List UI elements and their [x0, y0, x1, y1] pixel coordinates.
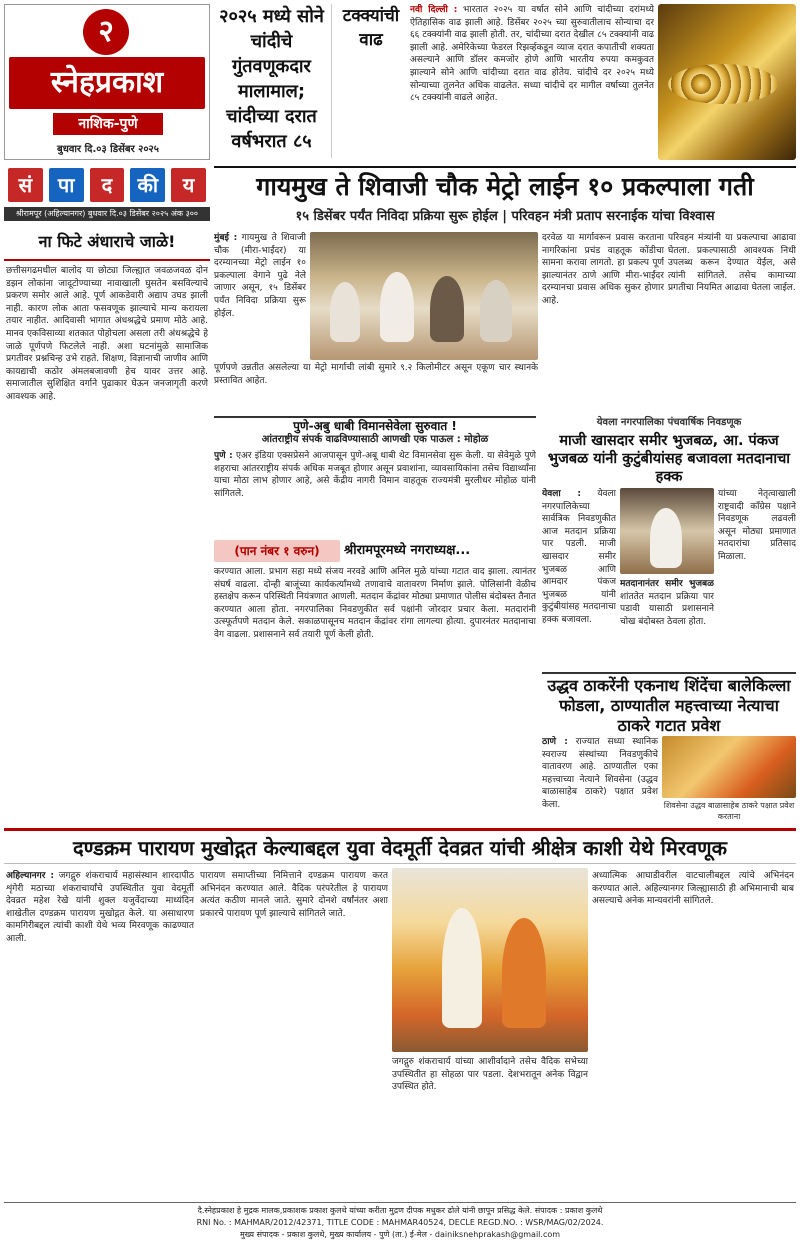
yeola-text-left-body: येवला नगरपालिकेच्या सार्वत्रिक निवडणुकीत आज मतदान प्रक्रिया पार पडली. माजी खासदार समीर भुजबळ आणि आमदार पंकज भुजबळ यांनी कुटुंबीयांसह मतदानाचा हक्क बजावला.	[542, 489, 616, 625]
editorial-tag-letter: पा	[49, 168, 84, 202]
yeola-text-left	[542, 488, 616, 666]
masthead-number: २	[83, 9, 129, 55]
yeola-text-middle-body: शांततेत मतदान प्रक्रिया पार पडावी यासाठी प्रशासनाने चोख बंदोबस्त ठेवला होता.	[620, 591, 714, 627]
person-figure	[430, 276, 464, 342]
pune-subheadline: आंतराष्ट्रीय संपर्क वाढविण्यासाठी आणखी एक पाऊल : मोहोळ	[261, 434, 489, 445]
kashi-text-3: जगद्गुरु शंकराचार्य यांच्या आशीर्वादाने तसेच वैदिक सभेच्या उपस्थितीत हा सोहळा पार पडला. देशभरातून अनेक विद्वान उपस्थित होते.	[392, 1057, 588, 1093]
imprint-footer	[4, 1202, 796, 1256]
continued-tag: (पान नंबर १ वरुन)	[214, 540, 340, 562]
metro-text-bottom: पूर्णपणे उन्नतीत असलेल्या या मेट्रो मार्गाची लांबी सुमारे ९.२ किलोमीटर असून एकूण चार स्थानके प्रस्तावित आहेत.	[214, 363, 538, 386]
uddhav-text	[542, 736, 658, 824]
kashi-text-1	[6, 870, 194, 1198]
yeola-headline[interactable]: माजी खासदार समीर भुजबळ, आ. पंकज भुजबळ यांनी कुटुंबीयांसह बजावला मतदानाचा हक्क	[547, 433, 791, 485]
gold-headline-part2: टक्क्यांची वाढ	[342, 6, 400, 50]
kashi-text-2: पारायण समाप्तीच्या निमित्ताने दण्डक्रम पारायण करत अभिनंदन करण्यात आले. वैदिक परंपरेतील हे पारायण अत्यंत कठीण मानले जाते. सुमारे दोनशे वर्षांनंतर अशा प्रकारचे पारायण पूर्ण झाल्याचे सांगितले जाते.	[200, 871, 388, 919]
metro-lead: मुंबई :	[214, 233, 238, 243]
uddhav-lead: ठाणे :	[542, 737, 568, 747]
person-figure	[650, 508, 682, 568]
newspaper-name[interactable]: स्नेहप्रकाश	[9, 57, 205, 109]
gold-headline[interactable]: २०२५ मध्ये सोने चांदीचे गुंतवणूकदार मालामाल; चांदीच्या दरात वर्षभरात ८५	[216, 4, 332, 158]
dateline: बुधवार दि.०३ डिसेंबर २०२५	[57, 144, 159, 155]
person-figure	[480, 280, 512, 342]
editorial-tag-letter: द	[90, 168, 125, 202]
newspaper-city: नाशिक-पुणे	[53, 113, 163, 135]
editorial-tag-letter: की	[130, 168, 165, 202]
gold-story	[410, 4, 654, 158]
metro-subheadline: १५ डिसेंबर पर्यंत निविदा प्रक्रिया सुरू होईल | परिवहन मंत्री प्रताप सरनाईक यांचा विश्वास	[295, 209, 715, 224]
person-figure	[380, 272, 414, 342]
editorial-subline: श्रीरामपूर (अहिल्यानगर) बुधवार दि.०३ डिसेंबर २०२५ अंक ३००	[4, 207, 210, 221]
metro-text-left	[214, 232, 306, 372]
gold-coins-image	[658, 4, 796, 160]
person-figure	[502, 918, 546, 1028]
voting-photo	[620, 488, 714, 574]
metro-meeting-photo	[310, 232, 538, 360]
masthead	[4, 4, 210, 160]
imprint-line-2: RNI No. : MAHMAR/2012/42371, TITLE CODE : MAHMAR40524, DECLE REGD.NO. : WSR/MAG/02/2024.	[196, 1218, 604, 1227]
pune-text	[214, 450, 536, 538]
editorial-tag	[4, 164, 210, 206]
person-figure	[330, 282, 360, 342]
imprint-line-1: दै.स्नेहप्रकाश हे मुद्रक मालक,प्रकाशक प्रकाश कुलथे यांच्या करीता मुद्रण दीपक मधुकर ढोले यांनी छापून प्रसिद्ध केले. संपादक : प्रकाश कुलथे	[197, 1206, 603, 1215]
gold-story-text: भारतात २०२५ या वर्षात सोने आणि चांदीच्या दरांमध्ये ऐतिहासिक वाढ झाली आहे. डिसेंबर २०२५ च्या सुरुवातीलाच सोन्याचा दर ६६ टक्क्यांनी वाढ झाली होती. तर, चांदीच्या दरात देखील ८५ टक्क्यांनी वाढ झाली आहे. अमेरिकेच्या फेडरल रिझर्व्हकडून व्याज दरात कपातीची शक्यता असल्याने आणि डॉलर कमजोर होणे आणि भारतीय रुपया कमकुवत झाल्याने सोने आणि चांदीच्या दरात वाढ होतेय. चांदीचे दर २०२५ मध्ये सोन्याच्या तुलनेत अधिक वाढलेत. सध्या चांदीचे दर मागील वर्षाच्या तुलनेत ८५ टक्क्यांनी वाढले आहेत.	[410, 5, 654, 104]
metro-headline[interactable]: गायमुख ते शिवाजी चौक मेट्रो लाईन १० प्रकल्पाला गती	[214, 166, 796, 204]
editorial-title[interactable]: ना फिटे अंधाराचे जाळे!	[4, 223, 210, 261]
editorial-tag-letter: सं	[8, 168, 43, 202]
uddhav-text-body: राज्यात सध्या स्थानिक स्वराज्य संस्थांच्या निवडणुकीचे वातावरण आहे. ठाण्यातील एका महत्त्वाच्या नेत्याने शिवसेना (उद्धव बाळासाहेब ठाकरे) पक्षात प्रवेश केला.	[542, 737, 658, 810]
kashi-lead: अहिल्यानगर :	[6, 871, 54, 881]
party-entry-photo	[662, 736, 796, 798]
kashi-headline[interactable]: दण्डक्रम पारायण मुखोद्गत केल्याबद्दल युवा वेदमूर्ती देवव्रत यांची श्रीक्षेत्र काशी येथे मिरवणूक	[4, 828, 796, 864]
yeola-caption: मतदानानंतर समीर भुजबळ	[620, 579, 714, 589]
editorial-tag-letter: य	[171, 168, 206, 202]
uddhav-photo-caption: शिवसेना उद्धव बाळासाहेब ठाकरे पक्षात प्रवेश करताना	[663, 801, 795, 821]
metro-text-right-1: दरवेळ या मार्गावरून प्रवास करताना नागरिकांना प्रचंड वाहतूक कोंडीचा सामना करावा लागतो. हा प्रकल्प पूर्ण झाल्यानंतर ठाणे आणि मीरा-भाईंदर दरम्यानचा प्रवास अधिक सुकर होणार आहे.	[542, 233, 664, 306]
yeola-text-middle	[620, 578, 714, 666]
person-figure	[442, 908, 482, 1028]
felicitation-photo	[392, 868, 588, 1052]
editorial-text: छत्तीसगढमधील बालोद या छोट्या जिल्ह्यात जवळजवळ दोन डझन लोकांना जादूटोण्याच्या नावाखाली घुसतेन बसविल्याचे प्रकरण समोर आले आहे. पूर्ण आकडेवारी अद्याप उघड झाली नाही. कारण लोक आता फसवणूक झाल्याचे मान्य करायला तयार नाहीत. आदिवासी भागात अंधश्रद्धेचे प्रमाण मोठे आहे. मानव एकविसाव्या शतकात पोहोचला असला तरी अंधश्रद्धेचे हे जाळे पूर्णपणे फिटलेले नाही. अशा घटनांमुळे सामाजिक प्रगतीवर प्रश्नचिन्ह उभे राहते. शिक्षण, विज्ञानाची जाणीव आणि कायद्याची कठोर अंमलबजावणी हेच यावर उत्तर आहे. समाजातील सुशिक्षित वर्गाने पुढाकार घेऊन जनजागृती करणे आवश्यक आहे.	[6, 266, 208, 402]
yeola-kicker: येवला नगरपालिका पंचवार्षिक निवडणूक	[596, 417, 742, 428]
metro-text-right-2: परिवहन मंत्र्यांनी या प्रकल्पाचा आढावा घेतला. प्रकल्पासाठी आवश्यक निधी उपलब्ध करून देण्यात येईल, असे त्यांनी सांगितले. तसेच कामाच्या प्रगतीचा नियमित आढावा घेतला जाईल.	[668, 233, 796, 294]
gold-story-lead: नवी दिल्ली :	[410, 5, 458, 15]
shrirampur-title[interactable]: श्रीरामपूरमध्ये नगराध्यक्ष...	[344, 543, 471, 558]
pune-headline[interactable]: पुणे-अबु धाबी विमानसेवेला सुरुवात !	[214, 416, 536, 432]
pune-lead: पुणे :	[214, 451, 233, 461]
kashi-text-1-body: जगद्गुरु शंकराचार्य महासंस्थान शारदापीठ शृंगेरी मठाच्या शंकराचार्यांचे उपस्थितीत युवा वेदमूर्ती देवव्रत महेश रेखे यांनी शुक्ल यजुर्वेदाच्या माध्यंदिन शाखेतील दण्डक्रम पारायण मुखोद्गत केले. या असाधारण कामगिरीबद्दल त्यांची काशी येथे भव्य मिरवणूक काढण्यात आली.	[6, 871, 194, 944]
kashi-text-4: अध्यात्मिक आघाडीवरील वाटचालीबद्दल त्यांचे अभिनंदन करण्यात आले. अहिल्यानगर जिल्ह्यासाठी ही अभिमानाची बाब असल्याचे अनेक मान्यवरांनी सांगितले.	[592, 871, 794, 907]
shrirampur-text: करण्यात आला. प्रभाग सहा मध्ये संजय नरवडे आणि अनिल मुळे यांच्या गटात वाद झाला. त्यानंतर संघर्ष वाढला. दोन्ही बाजूंच्या कार्यकर्त्यांमध्ये तणावाचे वातावरण निर्माण झाले. पोलिसांनी वेळीच हस्तक्षेप करून परिस्थिती नियंत्रणात आणली. मतदान केंद्रांवर मोठ्या प्रमाणात पोलीस बंदोबस्त तैनात करण्यात आला होता. नगरपालिका निवडणुकीत सर्व पक्षांनी जोरदार प्रचार केला. मतदारांनी उत्स्फूर्तपणे मतदान केले. सकाळपासूनच मतदान केंद्रांवर रांगा लागल्या होत्या. दुपारनंतर मतदानाचा वेग वाढला. प्रशासनाने सर्व तयारी पूर्ण केली होती.	[214, 567, 536, 640]
pune-text-body: एअर इंडिया एक्सप्रेसने आजपासून पुणे-अबू धाबी थेट विमानसेवा सुरू केली. या सेवेमुळे पुणे शहराचा आंतरराष्ट्रीय संपर्क अधिक मजबूत होणार असून प्रवाशांना, व्यावसायिकांना तसेच विद्यार्थ्यांना याचा मोठा लाभ होणार आहे, असे केंद्रीय नागरी विमान वाहतूक राज्यमंत्री मुरलीधर मोहोळ यांनी सांगितले.	[214, 451, 536, 499]
metro-text-left-body: गायमुख ते शिवाजी चौक (मीरा-भाईंदर) या दरम्यानच्या मेट्रो लाईन १० प्रकल्पाला वेगाने पुढे नेले जाणार असून, १५ डिसेंबर पर्यंत निविदा प्रक्रिया सुरू होईल.	[214, 233, 306, 319]
uddhav-headline[interactable]: उद्धव ठाकरेंनी एकनाथ शिंदेंचा बालेकिल्ला फोडला, ठाण्यातील महत्त्वाच्या नेत्याचा ठाकरे गटात प्रवेश	[542, 672, 796, 732]
imprint-line-3[interactable]: मुख्य संपादक - प्रकाश कुलथे, मुख्य कार्यालय - पुणे (ता.) ई-मेल - dainiksnehprakash@gmail.com	[239, 1230, 561, 1239]
yeola-text-right: यांच्या नेतृत्वाखाली राष्ट्रवादी काँग्रेस पक्षाने निवडणूक लढवली असून मोठ्या प्रमाणात मतदारांचा प्रतिसाद मिळाला.	[718, 489, 796, 562]
yeola-lead: येवला :	[542, 489, 581, 499]
